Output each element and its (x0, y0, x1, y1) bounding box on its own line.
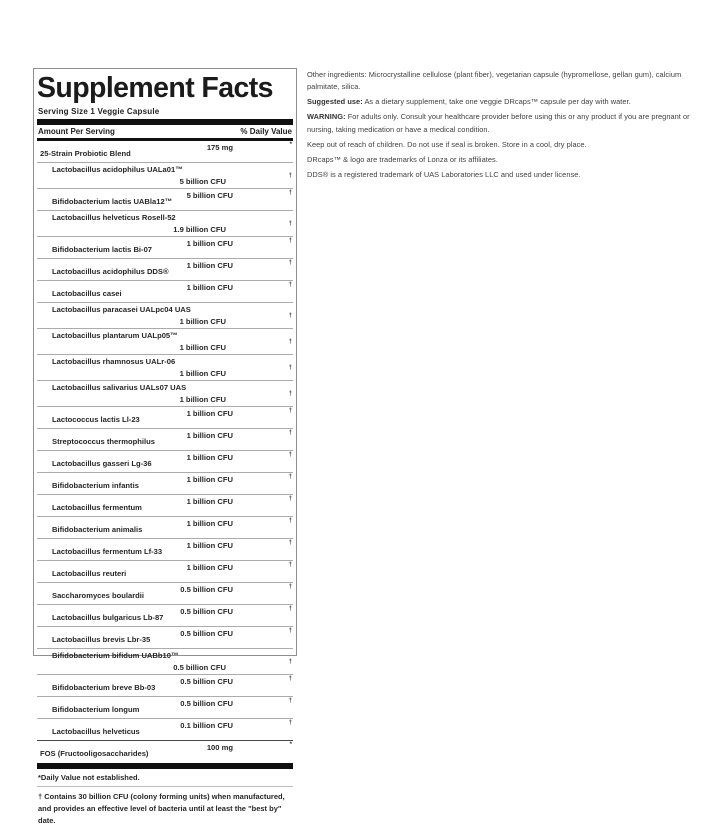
ingredient-name: FOS (Fructooligosaccharides) (40, 748, 149, 758)
daily-value-symbol: † (288, 260, 292, 266)
ingredient-name: Lactobacillus plantarum UALp05™ (52, 330, 178, 340)
table-row (37, 188, 293, 210)
ingredient-amount: 1 billion CFU (186, 260, 233, 270)
ingredient-amount: 0.5 billion CFU (180, 628, 233, 638)
ingredient-amount: 175 mg (206, 142, 233, 152)
ingredient-amount: 1 billion CFU (179, 395, 226, 404)
other-ingredients-text (307, 69, 701, 94)
daily-value-symbol: † (288, 540, 292, 546)
ingredient-name: Bifidobacterium infantis (52, 480, 139, 490)
dds-trademark-value: DDS® is a registered trademark of UAS Laboratories LLC and used under license. (307, 169, 581, 179)
daily-value-symbol: † (288, 628, 292, 634)
ingredient-amount: 1 billion CFU (179, 369, 226, 378)
ingredient-name: 25-Strain Probiotic Blend (40, 148, 131, 158)
ingredient-amount: 1.9 billion CFU (173, 225, 226, 234)
ingredient-name: Bifidobacterium animalis (52, 524, 143, 534)
ingredient-name: Lactobacillus helveticus Rosell-52 (52, 212, 176, 222)
ingredient-name: Lactobacillus fermentum (52, 502, 142, 512)
table-row (37, 516, 293, 538)
ingredient-name: Lactobacillus paracasei UALpc04 UAS (52, 304, 191, 314)
daily-value-symbol: † (288, 390, 292, 397)
keep-out-value: Keep out of reach of children. Do not use if seal is broken. Store in a cool, dry place. (307, 139, 587, 149)
ingredient-name: Lactobacillus salivarius UALs07 UAS (52, 382, 187, 392)
daily-value-symbol: † (288, 518, 292, 524)
page-title: Supplement Facts (37, 72, 273, 104)
table-row (37, 604, 293, 626)
daily-value-symbol: † (288, 562, 292, 568)
warning-value: For adults only. Consult your healthcare provider before using this or any product if you are pregnant or nursing, taking medication or have a medical condition. (307, 112, 690, 134)
ingredient-name: Lactobacillus bulgaricus Lb-87 (52, 612, 164, 622)
ingredient-amount: 0.5 billion CFU (180, 606, 233, 616)
table-row (37, 494, 293, 516)
drcaps-trademark-value: DRcaps™ & logo are trademarks of Lonza or its affiliates. (307, 154, 498, 164)
table-row (37, 538, 293, 560)
warning-label: WARNING: (307, 112, 346, 122)
daily-value-symbol: † (288, 172, 292, 179)
ingredient-amount: 1 billion CFU (186, 408, 233, 418)
table-row (37, 696, 293, 718)
cfu-footnote: † Contains 30 billion CFU (colony forming units) when manufactured, and provides an effective level of bacteria until at least the "best by" date. (38, 791, 285, 825)
table-row (37, 258, 293, 280)
ingredient-name: Lactobacillus fermentum Lf-33 (52, 546, 163, 556)
daily-value-symbol: † (288, 408, 292, 414)
table-header (37, 125, 293, 138)
daily-value-symbol: † (288, 452, 292, 458)
supplement-facts-panel (33, 68, 297, 825)
ingredient-rows (37, 141, 293, 762)
daily-value-symbol: † (288, 676, 292, 682)
daily-value-symbol: † (288, 606, 292, 612)
ingredient-amount: 1 billion CFU (186, 474, 233, 484)
table-row (37, 582, 293, 604)
table-row (37, 450, 293, 472)
ingredient-name: Lactobacillus gasseri Lg-36 (52, 458, 152, 468)
ingredient-amount: 1 billion CFU (186, 430, 233, 440)
other-ingredients-value: Other ingredients: Microcrystalline cellulose (plant fiber), vegetarian capsule (hypromellose, gellan gum), calcium palmitate, silica. (307, 70, 682, 92)
ingredient-name: Lactobacillus helveticus (52, 726, 140, 736)
daily-value-symbol: † (288, 720, 292, 726)
table-row (37, 280, 293, 302)
amount-per-serving-header: Amount Per Serving (38, 127, 115, 136)
daily-value-footnote: *Daily Value not established. (38, 772, 140, 782)
ingredient-name: Streptococcus thermophilus (52, 436, 155, 446)
daily-value-symbol: † (288, 496, 292, 502)
suggested-use-value: As a dietary supplement, take one veggie DRcaps™ capsule per day with water. (364, 97, 631, 107)
daily-value-symbol: † (288, 220, 292, 227)
ingredient-amount: 0.5 billion CFU (180, 676, 233, 686)
table-row (37, 674, 293, 696)
table-row (37, 740, 293, 762)
ingredient-amount: 1 billion CFU (179, 343, 226, 352)
suggested-use-text (307, 96, 701, 108)
daily-value-symbol: † (288, 474, 292, 480)
ingredient-name: Bifidobacterium breve Bb-03 (52, 682, 156, 692)
ingredient-amount: 1 billion CFU (186, 496, 233, 506)
daily-value-symbol: * (289, 742, 292, 748)
info-column (307, 69, 701, 184)
daily-value-symbol: * (289, 142, 292, 148)
ingredient-name: Saccharomyces boulardii (52, 590, 145, 600)
table-row (37, 210, 293, 236)
table-row (37, 718, 293, 740)
ingredient-amount: 1 billion CFU (186, 238, 233, 248)
ingredient-name: Lactobacillus rhamnosus UALr-06 (52, 356, 176, 366)
ingredient-amount: 1 billion CFU (186, 540, 233, 550)
daily-value-symbol: † (288, 584, 292, 590)
ingredient-name: Lactobacillus acidophilus UALa01™ (52, 164, 183, 174)
ingredient-amount: 100 mg (206, 742, 233, 752)
ingredient-name: Lactobacillus acidophilus DDS® (52, 266, 169, 276)
ingredient-amount: 0.5 billion CFU (173, 663, 226, 672)
daily-value-symbol: † (288, 238, 292, 244)
serving-size: Serving Size 1 Veggie Capsule (38, 107, 160, 116)
ingredient-amount: 0.1 billion CFU (180, 720, 233, 730)
drcaps-trademark-text (307, 154, 701, 166)
table-row (37, 141, 293, 162)
table-row (37, 236, 293, 258)
ingredient-amount: 1 billion CFU (186, 452, 233, 462)
daily-value-symbol: † (288, 698, 292, 704)
table-row (37, 406, 293, 428)
table-row (37, 162, 293, 188)
ingredient-name: Lactobacillus reuteri (52, 568, 127, 578)
warning-text (307, 111, 701, 136)
daily-value-symbol: † (288, 658, 292, 665)
ingredient-amount: 0.5 billion CFU (180, 698, 233, 708)
table-row (37, 560, 293, 582)
ingredient-amount: 1 billion CFU (186, 282, 233, 292)
ingredient-name: Lactococcus lactis Ll-23 (52, 414, 140, 424)
table-row (37, 354, 293, 380)
ingredient-amount: 5 billion CFU (186, 190, 233, 200)
keep-out-of-reach-text (307, 139, 701, 151)
table-row (37, 472, 293, 494)
ingredient-name: Bifidobacterium longum (52, 704, 140, 714)
suggested-use-label: Suggested use: (307, 97, 363, 107)
daily-value-symbol: † (288, 430, 292, 436)
daily-value-symbol: † (288, 282, 292, 288)
table-row (37, 328, 293, 354)
daily-value-symbol: † (288, 364, 292, 371)
table-row (37, 428, 293, 450)
ingredient-name: Lactobacillus brevis Lbr-35 (52, 634, 151, 644)
ingredient-name: Bifidobacterium lactis UABla12™ (52, 196, 173, 206)
table-row (37, 648, 293, 674)
table-row (37, 380, 293, 406)
ingredient-name: Lactobacillus casei (52, 288, 122, 298)
ingredient-amount: 1 billion CFU (179, 317, 226, 326)
ingredient-amount: 5 billion CFU (179, 177, 226, 186)
daily-value-symbol: † (288, 312, 292, 319)
ingredient-name: Bifidobacterium bifidum UABb10™ (52, 650, 179, 660)
ingredient-amount: 0.5 billion CFU (180, 584, 233, 594)
daily-value-header: % Daily Value (240, 127, 292, 136)
ingredient-name: Bifidobacterium lactis Bi-07 (52, 244, 153, 254)
daily-value-symbol: † (288, 190, 292, 196)
daily-value-symbol: † (288, 338, 292, 345)
dds-trademark-text (307, 169, 701, 181)
table-row (37, 626, 293, 648)
table-row (37, 302, 293, 328)
ingredient-amount: 1 billion CFU (186, 562, 233, 572)
ingredient-amount: 1 billion CFU (186, 518, 233, 528)
